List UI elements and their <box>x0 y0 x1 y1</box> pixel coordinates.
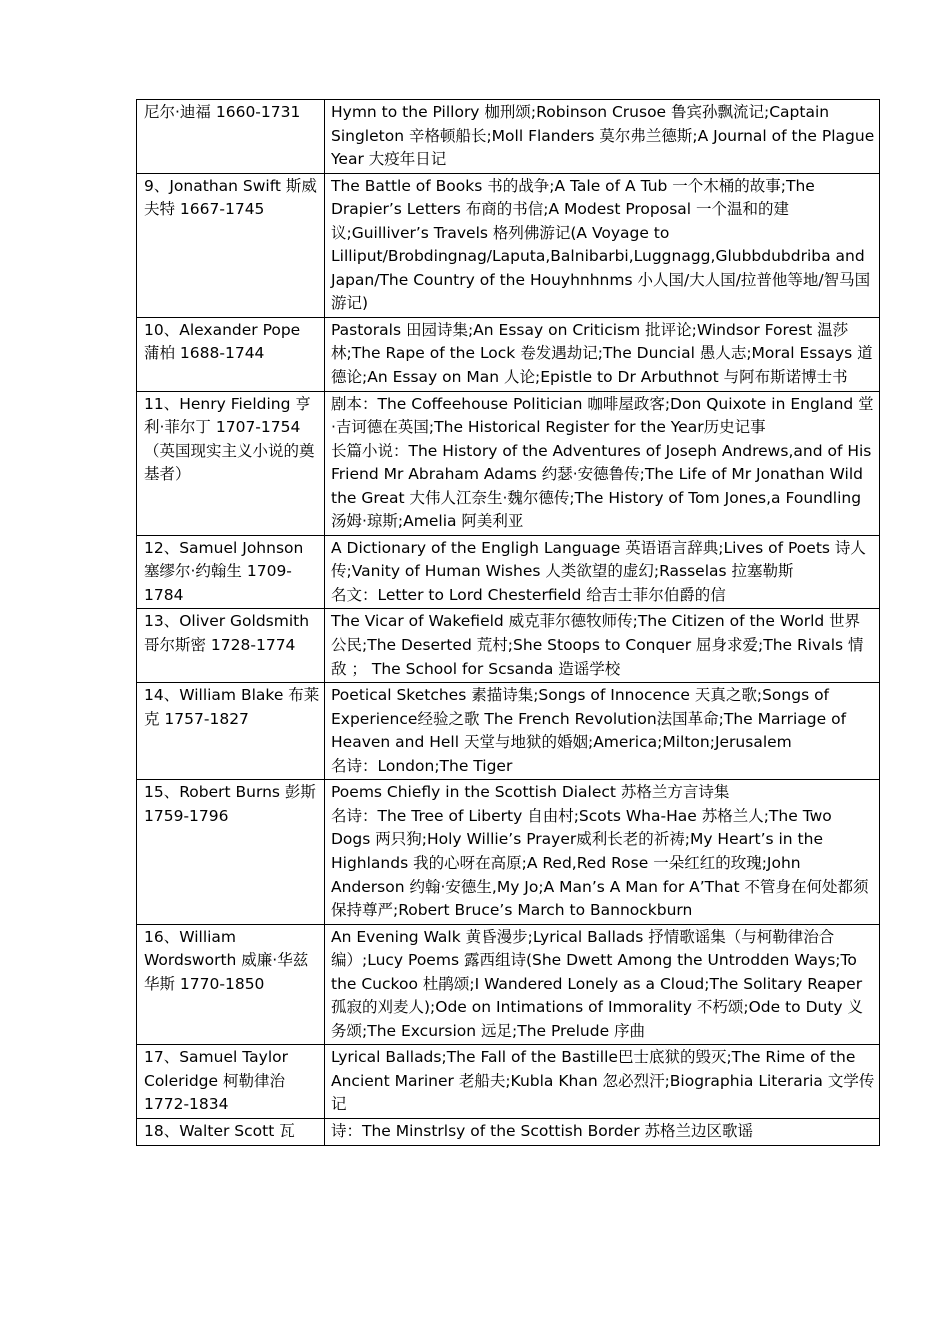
author-cell <box>137 1045 325 1119</box>
works-cell <box>325 683 880 780</box>
works-cell <box>325 924 880 1045</box>
table-row <box>137 535 880 609</box>
author-cell <box>137 1118 325 1145</box>
literature-table <box>136 99 880 1146</box>
works-text: An Evening Walk 黄昏漫步;Lyrical Ballads 抒情歌谣集（与柯勒律治合编）;Lucy Poems 露西组诗(She Dwett Among the Untrodden Ways;To the Cuckoo 杜鹃颂;I Wandered Lonely as a Cloud;The Solitary Reaper 孤寂的刈麦人);Ode on Intimations of Immorality 不朽颂;Ode to Duty 义务颂;The Excursion 远足;The Prelude 序曲 <box>331 927 864 1040</box>
works-text: 名诗：The Tree of Liberty 自由村;Scots Wha-Hae 苏格兰人;The Two Dogs 两只狗;Holy Willie’s Prayer威利长老的祈祷;My Heart’s in the Highlands 我的心呀在高原;A Red,Red Rose 一朵红红的玫瑰;John Anderson 约翰·安德生,My Jo;A Man’s A Man for A’That 不管身在何处都须保持尊严;Robert Bruce’s March to Bannockburn <box>331 806 869 920</box>
works-text: A Dictionary of the Engligh Language 英语语言辞典;Lives of Poets 诗人传;Vanity of Human Wishes 人类欲望的虚幻;Rasselas 拉塞勒斯 <box>331 538 866 581</box>
works-cell <box>325 173 880 317</box>
table-row <box>137 683 880 780</box>
works-cell <box>325 391 880 535</box>
table-row <box>137 317 880 391</box>
author-cell <box>137 100 325 174</box>
author-text: 11、Henry Fielding 亨利·菲尔丁 1707-1754 <box>144 394 311 437</box>
author-cell <box>137 683 325 780</box>
works-cell <box>325 609 880 683</box>
works-cell <box>325 780 880 924</box>
author-text: 17、Samuel Taylor Coleridge 柯勒律治 1772-1834 <box>144 1048 288 1114</box>
table-row <box>137 173 880 317</box>
table-row <box>137 924 880 1045</box>
author-text: 尼尔·迪福 1660-1731 <box>144 103 301 121</box>
works-text: 剧本：The Coffeehouse Politician 咖啡屋政客;Don Quixote in England 堂·吉诃德在英国;The Historical Register for the Year历史记事 <box>331 394 874 437</box>
author-cell <box>137 391 325 535</box>
author-text: （英国现实主义小说的奠基者） <box>144 441 315 484</box>
author-cell <box>137 535 325 609</box>
works-cell <box>325 317 880 391</box>
table-row <box>137 780 880 924</box>
works-text: Lyrical Ballads;The Fall of the Bastille巴士底狱的毁灭;The Rime of the Ancient Mariner 老船夫;Kubla Khan 忽必烈汗;Biographia Literaria 文学传记 <box>331 1048 875 1114</box>
author-text: 9、Jonathan Swift 斯威夫特 1667-1745 <box>144 176 317 219</box>
author-cell <box>137 173 325 317</box>
author-text: 15、Robert Burns 彭斯 1759-1796 <box>144 783 316 825</box>
works-text: The Battle of Books 书的战争;A Tale of A Tub 一个木桶的故事;The Drapier’s Letters 布商的书信;A Modest Proposal 一个温和的建议;Guilliver’s Travels 格列佛游记(A Voyage to Lilliput/Brobdingnag/Laputa,Balnibarbi,Luggnagg,Glubbdubdriba and Japan/The Country of the Houyhnhnms 小人国/大人国/拉普他等地/智马国游记) <box>331 176 871 313</box>
works-text: The Vicar of Wakefield 威克菲尔德牧师传;The Citizen of the World 世界公民;The Deserted 荒村;She Stoops to Conquer 屈身求爱;The Rivals 情敌 ； The School for Scsanda 造谣学校 <box>331 612 864 678</box>
works-text: 诗：The Minstrlsy of the Scottish Border 苏格兰边区歌谣 <box>331 1121 754 1140</box>
table-row <box>137 1118 880 1145</box>
works-cell <box>325 1118 880 1145</box>
author-text: 13、Oliver Goldsmith 哥尔斯密 1728-1774 <box>144 612 310 655</box>
works-text: Poetical Sketches 素描诗集;Songs of Innocence 天真之歌;Songs of Experience经验之歌 The French Revolution法国革命;The Marriage of Heaven and Hell 天堂与地狱的婚姻;America;Milton;Jerusalem <box>331 686 847 752</box>
author-cell <box>137 780 325 924</box>
table-row <box>137 1045 880 1119</box>
author-text: 12、Samuel Johnson 塞缪尔·约翰生 1709-1784 <box>144 538 304 604</box>
works-text: 长篇小说：The History of the Adventures of Joseph Andrews,and of His Friend Mr Abraham Adams 约瑟·安德鲁传;The Life of Mr Jonathan Wild the Great 大伟人江奈生·魏尔德传;The History of Tom Jones,a Foundling 汤姆·琼斯;Amelia 阿美利亚 <box>331 441 872 531</box>
works-cell <box>325 535 880 609</box>
works-text: 名文：Letter to Lord Chesterfield 给吉士菲尔伯爵的信 <box>331 585 726 604</box>
table-row <box>137 609 880 683</box>
works-cell <box>325 100 880 174</box>
works-text: Hymn to the Pillory 枷刑颂;Robinson Crusoe 鲁宾孙飘流记;Captain Singleton 辛格顿船长;Moll Flanders 莫尔弗兰德斯;A Journal of the Plague Year 大疫年日记 <box>331 103 875 169</box>
author-text: 16、William Wordsworth 威廉·华兹华斯 1770-1850 <box>144 927 309 993</box>
table-row <box>137 391 880 535</box>
table-body <box>137 100 880 1146</box>
works-cell <box>325 1045 880 1119</box>
table-row <box>137 100 880 174</box>
author-text: 10、Alexander Pope 蒲柏 1688-1744 <box>144 320 301 363</box>
author-cell <box>137 609 325 683</box>
works-text: 名诗：London;The Tiger <box>331 756 513 775</box>
author-cell <box>137 317 325 391</box>
works-text: Pastorals 田园诗集;An Essay on Criticism 批评论;Windsor Forest 温莎林;The Rape of the Lock 卷发遇劫记;The Duncial 愚人志;Moral Essays 道德论;An Essay on Man 人论;Epistle to Dr Arbuthnot 与阿布斯诺博士书 <box>331 320 873 387</box>
author-text: 14、William Blake 布莱克 1757-1827 <box>144 686 320 728</box>
author-cell <box>137 924 325 1045</box>
author-text: 18、Walter Scott 瓦 <box>144 1121 295 1140</box>
works-text: Poems Chiefly in the Scottish Dialect 苏格兰方言诗集 <box>331 783 730 802</box>
